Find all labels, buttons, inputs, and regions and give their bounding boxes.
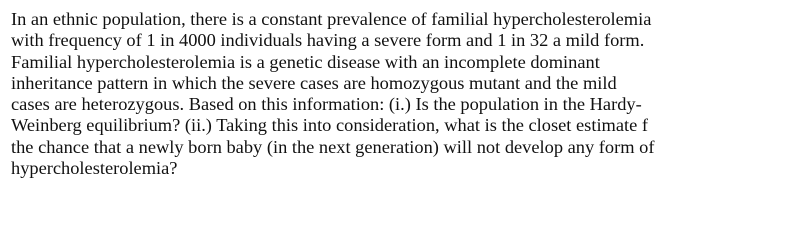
question-line: cases are heterozygous. Based on this information: (i.) Is the population in the Hardy- (11, 94, 642, 115)
question-line: Weinberg equilibrium? (ii.) Taking this into consideration, what is the closet estimate f (11, 115, 649, 136)
question-line: the chance that a newly born baby (in the next generation) will not develop any form of (11, 136, 655, 157)
question-line: Familial hypercholesterolemia is a genetic disease with an incomplete dominant (11, 51, 600, 72)
question-line: In an ethnic population, there is a constant prevalence of familial hypercholesterolemia (11, 9, 652, 29)
question-line: inheritance pattern in which the severe cases are homozygous mutant and the mild (11, 72, 617, 93)
question-line: with frequency of 1 in 4000 individuals having a severe form and 1 in 32 a mild form. (11, 30, 645, 51)
question-line: hypercholesterolemia? (11, 158, 178, 179)
question-text-block (11, 9, 781, 179)
